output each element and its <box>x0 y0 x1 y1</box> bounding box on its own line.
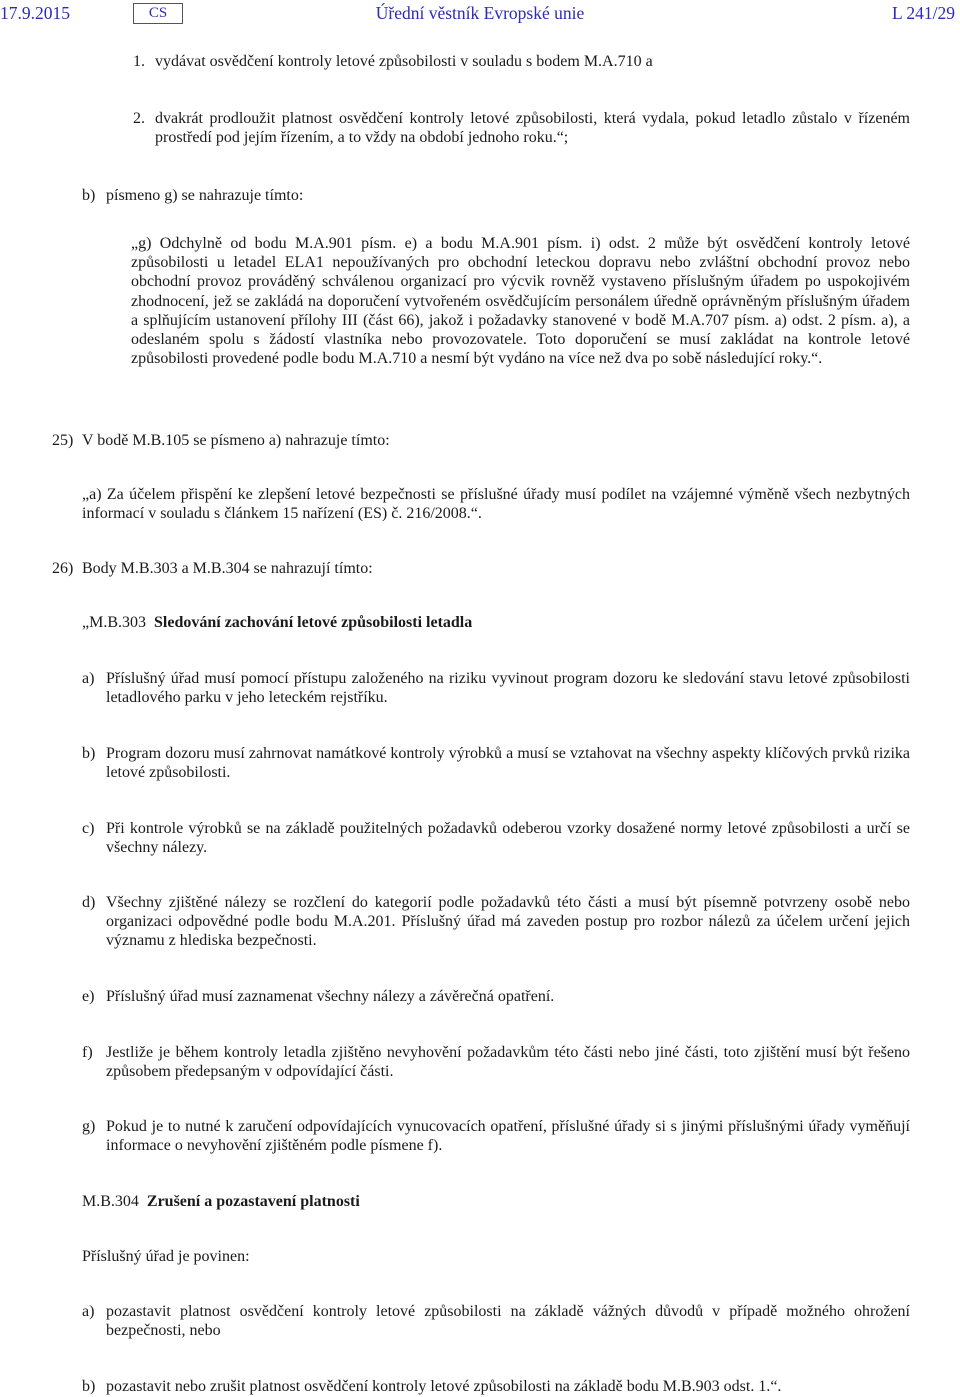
paragraph-mb303-b: Program dozoru musí zahrnovat namátkové kontroly výrobků a musí se vztahovat na všechny aspekty klíčových prvků rizika letové způsobilosti. <box>106 745 910 782</box>
paragraph-mb303-d: Všechny zjištěné nálezy se rozčlení do kategorií podle požadavků této části a musí být písemně potvrzeny osobě nebo organizaci odpovědné podle bodu M.A.201. Příslušný úřad má zaveden postup pro rozbor nálezů za účelem určení jejich významu z hlediska bezpečnosti. <box>106 894 910 950</box>
section-title: Sledování zachování letové způsobilosti letadla <box>154 614 473 631</box>
header-date: 17.9.2015 <box>0 3 70 23</box>
item-number: d) <box>82 894 96 911</box>
item-number: e) <box>82 988 95 1005</box>
paragraph-g-replacement: „g) Odchylně od bodu M.A.901 písm. e) a bodu M.A.901 písm. i) odst. 2 může být osvědčení kontroly letové způsobilosti u letadel ELA1 nepoužívaných pro obchodní leteckou dopravu nebo zvláštní obchodní provoz nebo obchodní provoz prováděný schválenou organizací pro výcvik rovněž vystaveno příslušným úřadem po uspokojivém zhodnocení, jež se zakládá na doporučení vytvořeném osvědčujícím personálem úředně oprávněným příslušným úřadem a splňujícím ustanovení přílohy III (část 66), jakož i požadavky stanovené v bodě M.A.707 písm. a) odst. 2 písm. a), a odeslaném spolu s žádostí vlastníka nebo provozovatele. Toto doporučení se musí zakládat na kontrole letové způsobilosti provedené podle bodu M.A.710 a nesmí být vydáno na více než dva po sobě následující roky.“. <box>131 235 910 368</box>
language-badge: CS <box>133 3 183 24</box>
section-heading-mb304 <box>82 1192 910 1211</box>
paragraph-mb304-a: pozastavit platnost osvědčení kontroly letové způsobilosti na základě vážných důvodů v případě možného ohrožení bezpečnosti, nebo <box>106 1303 910 1340</box>
page-header <box>0 3 960 25</box>
paragraph-b: písmeno g) se nahrazuje tímto: <box>106 187 304 204</box>
page-number: L 241/29 <box>891 3 955 23</box>
paragraph-item-2: dvakrát prodloužit platnost osvědčení kontroly letové způsobilosti, která vydala, pokud letadlo zůstalo v řízeném prostředí pod jejím řízením, a to vždy na období jednoho roku.“; <box>155 110 910 147</box>
section-heading-mb303 <box>82 613 910 632</box>
item-number: b) <box>82 187 96 204</box>
paragraph-26: Body M.B.303 a M.B.304 se nahrazují tímto: <box>82 560 373 577</box>
item-number: f) <box>82 1044 93 1061</box>
section-code: M.B.304 <box>82 1193 139 1210</box>
section-code: „M.B.303 <box>82 614 146 631</box>
item-number: g) <box>82 1118 96 1135</box>
item-number: 1. <box>133 53 145 70</box>
section-title: Zrušení a pozastavení platnosti <box>146 1193 360 1210</box>
item-number: c) <box>82 820 95 837</box>
paragraph-item-1: vydávat osvědčení kontroly letové způsobilosti v souladu s bodem M.A.710 a <box>155 53 653 70</box>
paragraph-mb303-f: Jestliže je během kontroly letadla zjištěno nevyhovění požadavkům této části nebo jiné části, toto zjištění musí být řešeno způsobem předepsaným v odpovídající části. <box>106 1044 910 1081</box>
item-number: 26) <box>52 560 74 577</box>
item-number: 25) <box>52 432 74 449</box>
paragraph-mb303-a: Příslušný úřad musí pomocí přístupu založeného na riziku vyvinout program dozoru ke sledování stavu letové způsobilosti letadlového parku v jeho leteckém rejstříku. <box>106 670 910 707</box>
paragraph-mb303-c: Při kontrole výrobků se na základě použitelných požadavků odeberou vzorky dosažené normy letové způsobilosti a určí se všechny nálezy. <box>106 820 910 857</box>
item-number: a) <box>82 670 95 687</box>
item-number: a) <box>82 1303 95 1320</box>
paragraph-mb304-intro: Příslušný úřad je povinen: <box>82 1248 250 1265</box>
paragraph-mb303-e: Příslušný úřad musí zaznamenat všechny nálezy a závěrečná opatření. <box>106 988 555 1005</box>
journal-title: Úřední věstník Evropské unie <box>375 3 585 23</box>
item-number: 2. <box>133 110 145 127</box>
paragraph-mb303-g: Pokud je to nutné k zaručení odpovídajících vynucovacích opatření, příslušné úřady si s jinými příslušnými úřady vyměňují informace o nevyhovění zjištěném podle písmene f). <box>106 1118 910 1155</box>
paragraph-25: V bodě M.B.105 se písmeno a) nahrazuje tímto: <box>82 432 390 449</box>
paragraph-mb105-a: „a) Za účelem přispění ke zlepšení letové bezpečnosti se příslušné úřady musí podílet na vzájemné výměně všech nezbytných informací v souladu s článkem 15 nařízení (ES) č. 216/2008.“. <box>82 486 910 523</box>
paragraph-mb304-b: pozastavit nebo zrušit platnost osvědčení kontroly letové způsobilosti na základě bodu M.B.903 odst. 1.“. <box>106 1378 782 1395</box>
item-number: b) <box>82 1378 96 1395</box>
item-number: b) <box>82 745 96 762</box>
